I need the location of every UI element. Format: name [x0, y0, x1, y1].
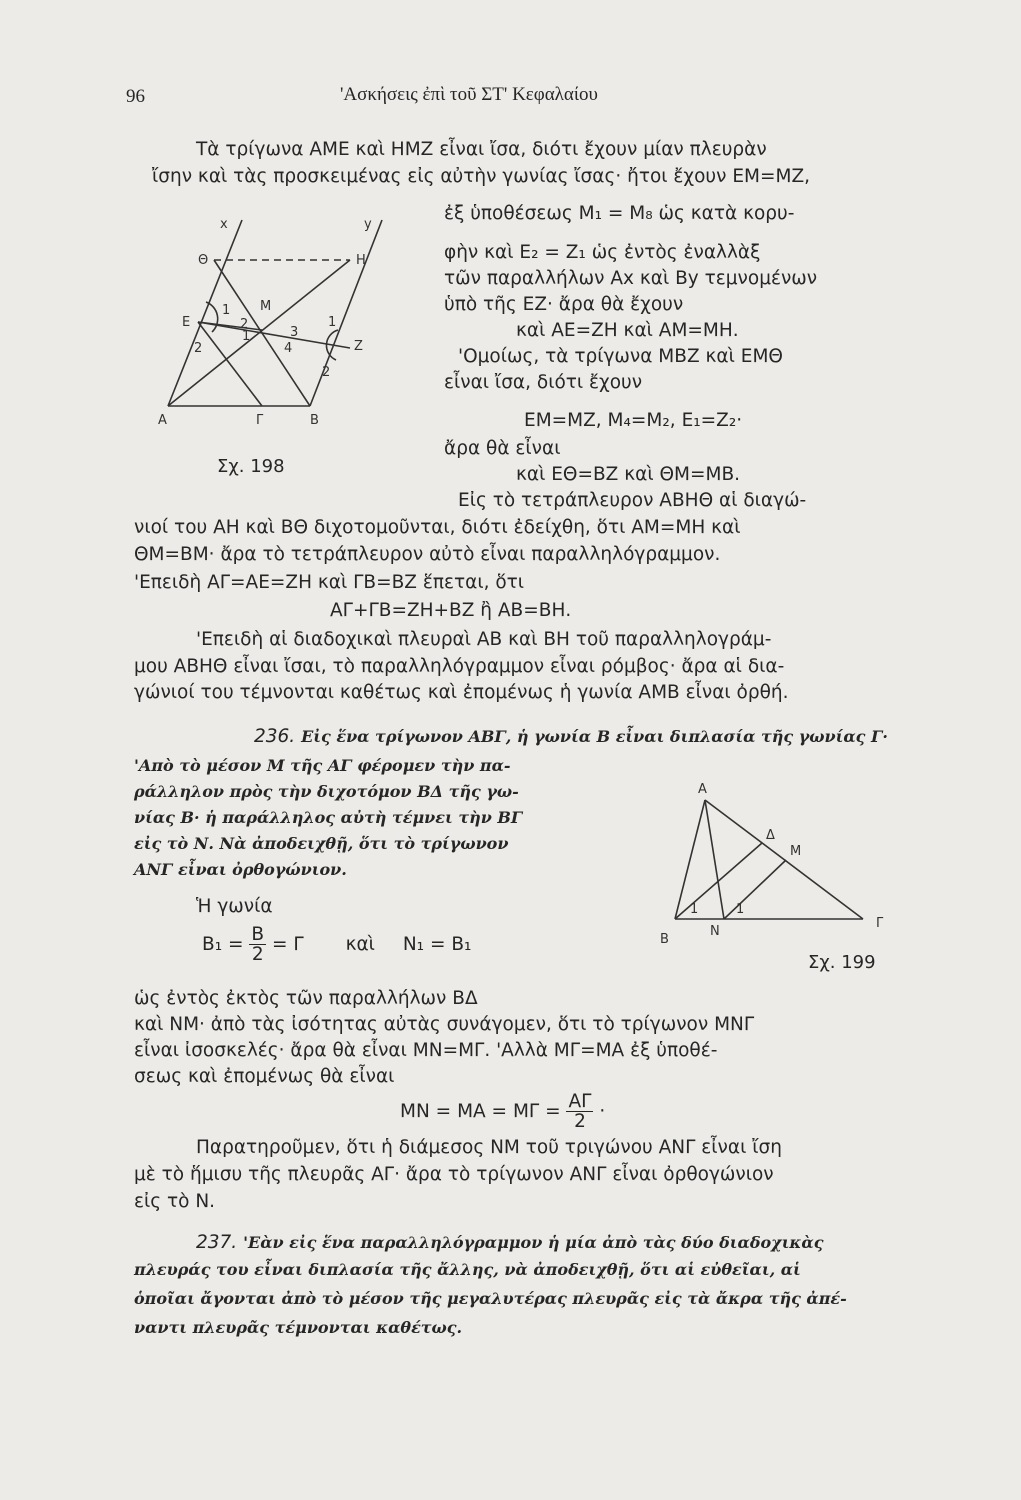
problem-236-solution-3: καὶ ΝΜ· ἀπὸ τὰς ἰσότητας αὐτὰς συνάγομεν, ὅτι τὸ τρίγωνον ΜΝΓ — [134, 1014, 755, 1035]
eq1-denominator: 2 — [251, 944, 264, 966]
label-Z: Ζ — [354, 339, 363, 354]
eq1-second: N₁ = B₁ — [402, 933, 472, 955]
problem-236-solution-5: σεως καὶ ἐπομένως θὰ εἶναι — [134, 1066, 395, 1087]
label-theta: Θ — [198, 253, 209, 268]
problem-236-statement-2: 'Απὸ τὸ μέσον Μ τῆς ΑΓ φέρομεν τὴν πα- — [134, 756, 511, 775]
label-2a: 2 — [240, 317, 249, 332]
problem-236-number: 236. — [254, 726, 296, 747]
label-1c: 1 — [328, 315, 337, 330]
eq1-and: καὶ — [345, 933, 375, 955]
label-1b: 1 — [736, 902, 745, 917]
body-line-14: νιοί του ΑΗ καὶ ΒΘ διχοτομοῦνται, διότι ἐδείχθη, ὅτι ΑΜ=ΜΗ καὶ — [134, 517, 741, 538]
line-A-x — [168, 220, 242, 406]
body-line-8: 'Ομοίως, τὰ τρίγωνα ΜΒΖ καὶ ΕΜΘ — [458, 346, 783, 367]
problem-237-statement-1: 'Εὰν εἰς ἕνα παραλληλόγραμμον ἡ μία ἀπὸ τὰς δύο διαδοχικὰς — [243, 1233, 824, 1252]
problem-237-statement-4: ναντι πλευρᾶς τέμνονται καθέτως. — [134, 1318, 463, 1337]
problem-237-number: 237. — [196, 1232, 238, 1253]
body-line-7: καὶ ΑΕ=ΖΗ καὶ ΑΜ=ΜΗ. — [516, 320, 739, 341]
caption-fig-198: Σχ. 198 — [217, 456, 285, 477]
label-B: Β — [310, 413, 319, 428]
problem-237-statement-2: πλευράς του εἶναι διπλασία τῆς ἄλλης, νὰ ἀποδειχθῇ, ὅτι αἱ εὐθεῖαι, αἱ — [134, 1260, 801, 1279]
eq2-end: · — [599, 1100, 606, 1122]
label-E: Ε — [182, 315, 191, 330]
problem-236-first-line — [254, 726, 888, 747]
problem-236-statement-6: ΑΝΓ εἶναι ὀρθογώνιον. — [134, 860, 347, 879]
equation-1 — [202, 925, 471, 965]
problem-236-statement-5: εἰς τὸ Ν. Νὰ ἀποδειχθῇ, ὅτι τὸ τρίγωνον — [134, 834, 509, 853]
body-line-6: ὑπὸ τῆς ΕΖ· ἄρα θὰ ἔχουν — [444, 294, 684, 315]
eq2-fraction — [566, 1092, 593, 1132]
body-line-15: ΘΜ=ΒΜ· ἄρα τὸ τετράπλευρον αὐτὸ εἶναι παραλληλόγραμμον. — [134, 544, 721, 565]
page-number: 96 — [126, 86, 145, 107]
figure-199 — [650, 775, 910, 945]
problem-236-solution-7: μὲ τὸ ἥμισυ τῆς πλευρᾶς ΑΓ· ἄρα τὸ τρίγωνον ΑΝΓ εἶναι ὀρθογώνιον — [134, 1164, 774, 1185]
eq2-denominator: 2 — [574, 1111, 586, 1133]
body-line-3: ἐξ ὑποθέσεως M₁ = M₈ ὡς κατὰ κορυ- — [444, 203, 795, 224]
label-G: Γ — [256, 413, 264, 428]
equation-2 — [400, 1092, 605, 1132]
label-4: 4 — [284, 341, 293, 356]
line-A-N — [705, 800, 724, 919]
line-M-E — [198, 322, 262, 330]
body-line-5: τῶν παραλλήλων Αx καὶ Βy τεμνομένων — [444, 268, 818, 289]
body-line-16: 'Επειδὴ ΑΓ=ΑΕ=ΖΗ καὶ ΓΒ=ΒΖ ἕπεται, ὅτι — [134, 572, 525, 593]
caption-fig-199: Σχ. 199 — [808, 952, 876, 973]
body-line-20: γώνιοί του τέμνονται καθέτως καὶ ἐπομένως ἡ γωνία ΑΜΒ εἶναι ὀρθή. — [134, 682, 789, 703]
label-N: Ν — [710, 924, 720, 939]
line-A-G — [705, 800, 863, 919]
eq1-numerator: B — [251, 924, 265, 945]
eq2-lhs: ΜΝ = ΜΑ = ΜΓ = — [400, 1100, 561, 1122]
label-2b: 2 — [194, 341, 203, 356]
label-2c: 2 — [322, 365, 331, 380]
label-A: Α — [698, 782, 707, 797]
body-line-11: ἄρα θὰ εἶναι — [444, 438, 561, 459]
line-B-y — [310, 220, 382, 406]
running-title: 'Ασκήσεις ἐπὶ τοῦ ΣΤ' Κεφαλαίου — [340, 84, 598, 105]
problem-236-solution-2: ὡς ἐντὸς ἐκτὸς τῶν παραλλήλων ΒΔ — [134, 988, 478, 1009]
eq1-rhs: = Γ — [271, 933, 304, 955]
eq2-numerator: ΑΓ — [568, 1091, 592, 1112]
label-G: Γ — [876, 916, 884, 931]
body-line-10: ΕΜ=ΜΖ, M₄=M₂, E₁=Z₂· — [524, 410, 743, 431]
body-line-17: ΑΓ+ΓΒ=ΖΗ+ΒΖ ἢ ΑΒ=ΒΗ. — [330, 600, 572, 621]
label-D: Δ — [766, 828, 775, 843]
label-3: 3 — [290, 325, 299, 340]
label-1a: 1 — [690, 902, 699, 917]
body-line-9: εἶναι ἴσα, διότι ἔχουν — [444, 372, 643, 393]
label-M: Μ — [790, 844, 802, 859]
label-1b: 1 — [242, 329, 251, 344]
body-line-12: καὶ ΕΘ=ΒΖ καὶ ΘΜ=ΜΒ. — [516, 464, 741, 485]
eq1-lhs: B₁ = — [202, 933, 244, 955]
label-y: y — [364, 217, 372, 232]
body-line-1: Τὰ τρίγωνα ΑΜΕ καὶ ΗΜΖ εἶναι ἴσα, διότι ἔχουν μίαν πλευρὰν — [196, 139, 767, 160]
body-line-19: μου ΑΒΗΘ εἶναι ἴσαι, τὸ παραλληλόγραμμον εἶναι ρόμβος· ἄρα αἱ δια- — [134, 656, 785, 677]
problem-236-statement-1: Εἰς ἕνα τρίγωνον ΑΒΓ, ἡ γωνία Β εἶναι διπλασία τῆς γωνίας Γ· — [301, 727, 888, 746]
problem-237-statement-3: ὁποῖαι ἄγονται ἀπὸ τὸ μέσον τῆς μεγαλυτέρας πλευρᾶς εἰς τὰ ἄκρα τῆς ἀπέ- — [134, 1289, 847, 1308]
label-A: Α — [158, 413, 167, 428]
problem-236-statement-4: νίας Β· ἡ παράλληλος αὐτὴ τέμνει τὴν ΒΓ — [134, 808, 523, 827]
label-H: Η — [356, 253, 366, 268]
problem-236-solution-6: Παρατηροῦμεν, ὅτι ἡ διάμεσος ΝΜ τοῦ τριγώνου ΑΝΓ εἶναι ἴση — [196, 1137, 782, 1158]
problem-236-solution-8: εἰς τὸ Ν. — [134, 1191, 216, 1212]
body-line-4: φὴν καὶ E₂ = Z₁ ὡς ἐντὸς ἐναλλὰξ — [444, 242, 761, 263]
bisector-B-D — [675, 843, 762, 919]
label-B: Β — [660, 932, 669, 945]
figure-198 — [150, 210, 430, 510]
label-M: Μ — [260, 299, 272, 314]
label-1a: 1 — [222, 303, 231, 318]
problem-236-solution-1: Ἡ γωνία — [196, 896, 273, 917]
eq1-fraction — [249, 925, 266, 965]
problem-236-statement-3: ράλληλον πρὸς τὴν διχοτόμον ΒΔ τῆς γω- — [134, 782, 519, 801]
line-E-G — [198, 322, 262, 406]
problem-236-solution-4: εἶναι ἰσοσκελές· ἄρα θὰ εἶναι ΜΝ=ΜΓ. 'Αλλὰ ΜΓ=ΜΑ ἐξ ὑποθέ- — [134, 1040, 718, 1061]
body-line-2: ἴσην καὶ τὰς προσκειμένας εἰς αὐτὴν γωνίας ἴσας· ἤτοι ἔχουν ΕΜ=ΜΖ, — [152, 166, 811, 187]
body-line-13: Εἰς τὸ τετράπλευρον ΑΒΗΘ αἱ διαγώ- — [458, 490, 807, 511]
label-x: x — [220, 217, 228, 232]
problem-237-first-line — [196, 1232, 823, 1253]
body-line-18: 'Επειδὴ αἱ διαδοχικαὶ πλευραὶ ΑΒ καὶ ΒΗ τοῦ παραλληλογράμ- — [196, 629, 772, 650]
